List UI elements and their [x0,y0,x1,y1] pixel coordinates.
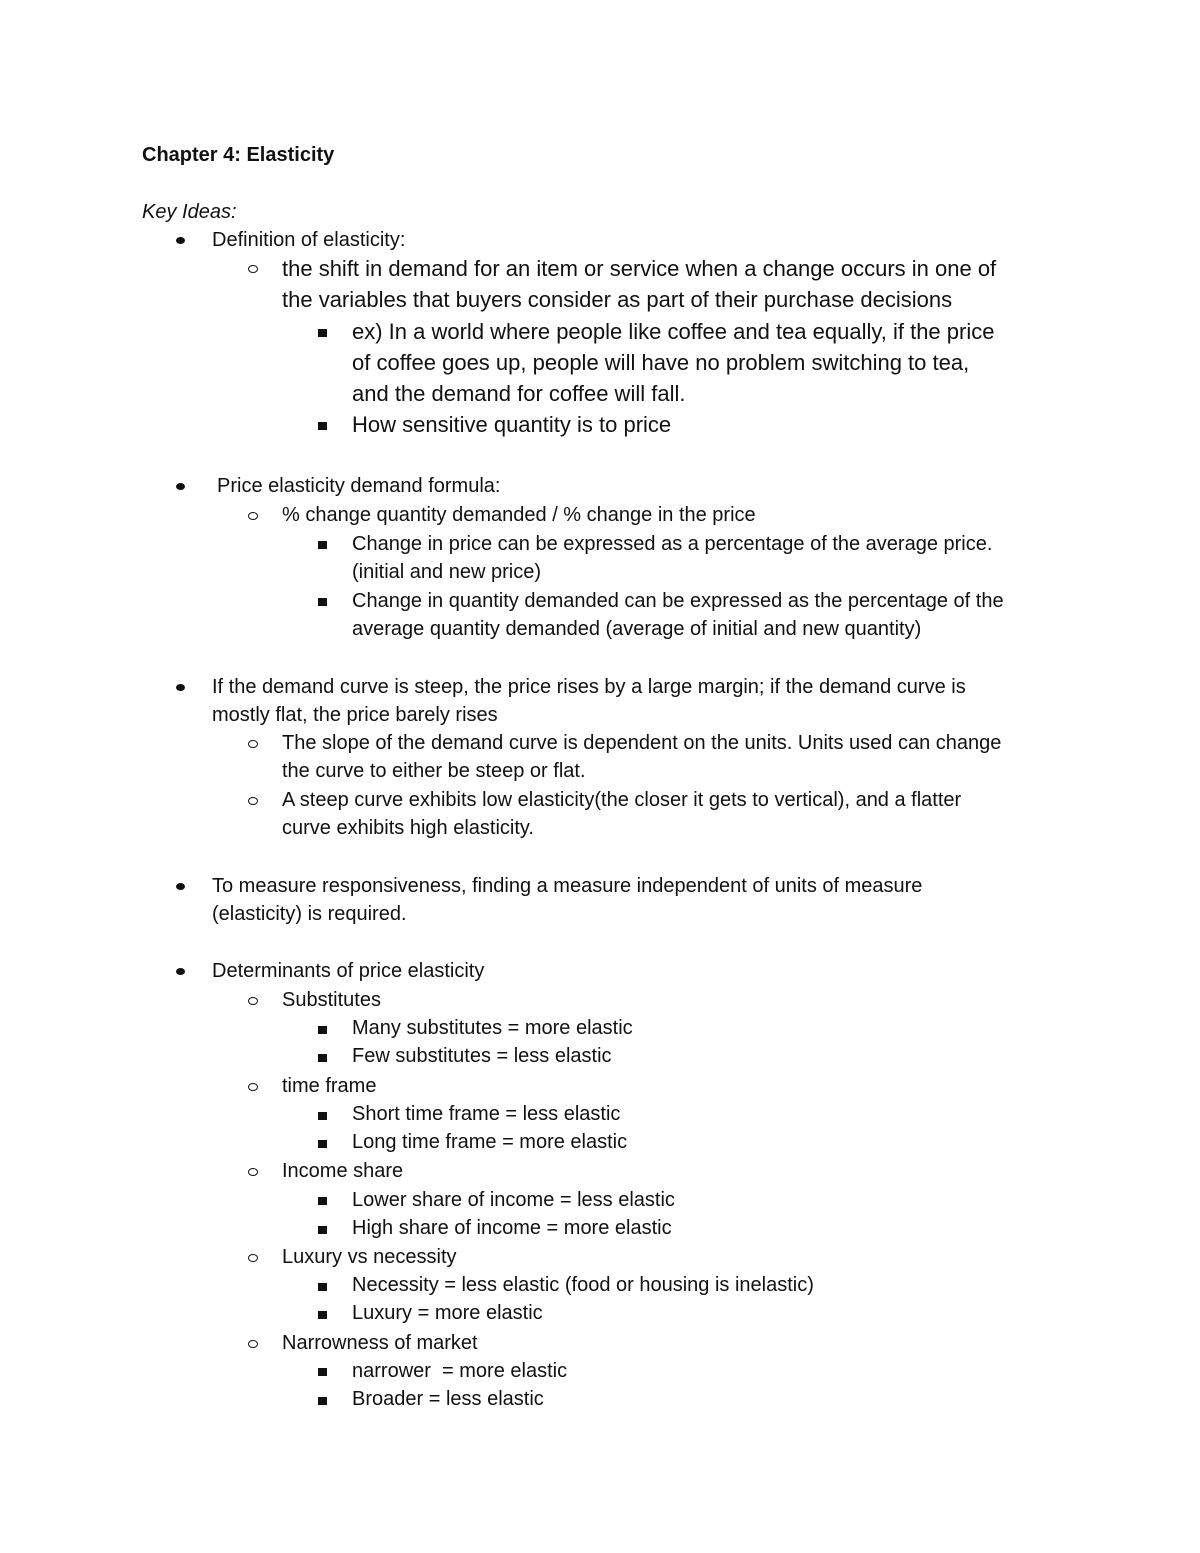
list-item: Price elasticity demand formula: [217,475,501,497]
bullet-square-icon [318,1226,327,1234]
list-item: time frame [282,1075,377,1097]
bullet-disc-icon [176,237,185,244]
bullet-disc-icon [176,684,185,691]
list-item: A steep curve exhibits low elasticity(the closer it gets to vertical), and a flatter [282,789,962,811]
list-item: Substitutes [282,989,381,1011]
bullet-circle-icon [248,1340,258,1348]
bullet-square-icon [318,1197,327,1205]
list-item: Luxury = more elastic [352,1302,543,1324]
list-item: narrower = more elastic [352,1360,568,1382]
list-item: Determinants of price elasticity [212,960,485,982]
list-item-continuation: curve exhibits high elasticity. [282,817,534,839]
list-item: Narrowness of market [282,1332,478,1354]
bullet-circle-icon [248,1168,258,1176]
bullet-square-icon [318,1397,327,1405]
list-item: How sensitive quantity is to price [352,412,672,437]
bullet-disc-icon [176,483,185,490]
list-item: Lower share of income = less elastic [352,1189,675,1211]
bullet-square-icon [318,1112,327,1120]
bullet-square-icon [318,1054,327,1062]
bullet-circle-icon [248,997,258,1005]
bullet-square-icon [318,422,327,430]
list-item-continuation: the curve to either be steep or flat. [282,760,586,782]
bullet-square-icon [318,541,327,549]
list-item-continuation: mostly flat, the price barely rises [212,704,498,726]
bullet-square-icon [318,1311,327,1319]
bullet-square-icon [318,329,327,337]
list-item: Many substitutes = more elastic [352,1017,633,1039]
list-item: High share of income = more elastic [352,1217,672,1239]
list-item-continuation: (elasticity) is required. [212,903,407,925]
bullet-square-icon [318,598,327,606]
page-title: Chapter 4: Elasticity [142,144,335,166]
list-item: % change quantity demanded / % change in the price [282,504,756,526]
list-item: Short time frame = less elastic [352,1103,621,1125]
list-item-continuation: average quantity demanded (average of initial and new quantity) [352,618,922,640]
bullet-circle-icon [248,740,258,748]
list-item: Definition of elasticity: [212,229,406,251]
bullet-circle-icon [248,512,258,520]
list-item-continuation: and the demand for coffee will fall. [352,381,686,406]
list-item: To measure responsiveness, finding a measure independent of units of measure [212,875,923,897]
bullet-disc-icon [176,883,185,890]
list-item: the shift in demand for an item or service when a change occurs in one of [282,256,997,281]
list-item: Few substitutes = less elastic [352,1045,612,1067]
list-item: Change in price can be expressed as a percentage of the average price. [352,533,993,555]
bullet-square-icon [318,1026,327,1034]
list-item-continuation: of coffee goes up, people will have no problem switching to tea, [352,350,970,375]
list-item-continuation: the variables that buyers consider as part of their purchase decisions [282,287,953,312]
key-ideas-heading: Key Ideas: [142,201,237,223]
list-item: If the demand curve is steep, the price rises by a large margin; if the demand curve is [212,676,966,698]
list-item: Necessity = less elastic (food or housing is inelastic) [352,1274,814,1296]
bullet-circle-icon [248,1083,258,1091]
list-item: ex) In a world where people like coffee and tea equally, if the price [352,319,995,344]
bullet-circle-icon [248,1254,258,1262]
bullet-circle-icon [248,797,258,805]
list-item: The slope of the demand curve is dependent on the units. Units used can change [282,732,1002,754]
list-item: Long time frame = more elastic [352,1131,628,1153]
list-item: Change in quantity demanded can be expressed as the percentage of the [352,590,1004,612]
bullet-square-icon [318,1283,327,1291]
list-item: Income share [282,1160,404,1182]
bullet-square-icon [318,1140,327,1148]
list-item: Luxury vs necessity [282,1246,457,1268]
list-item-continuation: (initial and new price) [352,561,541,583]
bullet-circle-icon [248,265,258,273]
list-item: Broader = less elastic [352,1388,544,1410]
bullet-square-icon [318,1368,327,1376]
bullet-disc-icon [176,968,185,975]
